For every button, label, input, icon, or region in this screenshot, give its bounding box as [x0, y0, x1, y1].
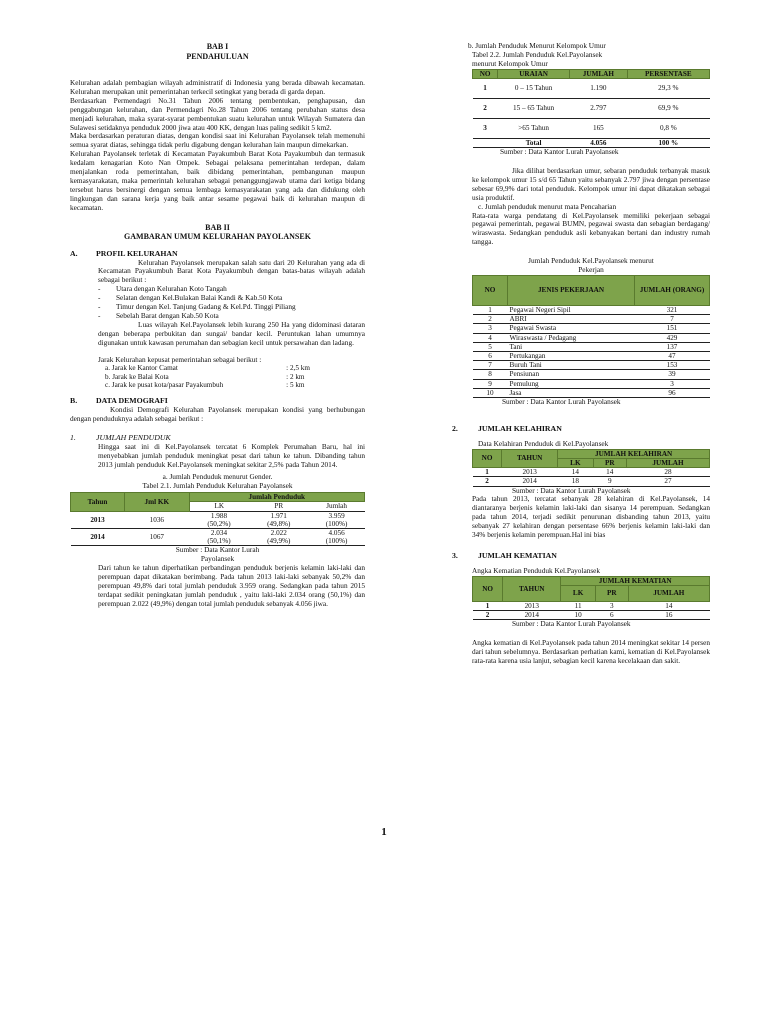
list-item: - Selatan dengan Kel.Bulakan Balai Kandi & Kab.50 Kota	[98, 293, 283, 303]
section-title: JUMLAH KEMATIAN	[478, 551, 557, 560]
header-jumlah: JUMLAH	[570, 69, 628, 78]
paragraph: Hingga saat ini di Kel.Payolansek tercatat 6 Komplek Perumahan Baru, hal ini menyebabkan jumlah penduduk meningkat pesat dari tahun ke tahun. Dibanding tahun 2013 jumlah penduduk Kel.Payolansek meningkat sekitar 2,5% pada Tahun 2014.	[98, 441, 365, 469]
right-column	[452, 41, 710, 666]
paragraph: Maka berdasarkan peraturan diatas, dengan kondisi saat ini Kelurahan Payolansek telah memenuhi semua syarat diatas, sehingga tidak perlu digabung dengan kelurahan lain maupun dimekarkan.	[70, 131, 365, 150]
page-number: 1	[381, 826, 387, 838]
subsection-title: JUMLAH PENDUDUK	[96, 432, 171, 442]
paragraph: Kelurahan Payolansek merupakan salah satu dari 20 Kelurahan yang ada di Kecamatan Payakumbuh Barat Kota Payakumbuh dengan batas-batas wilayah adalah sebagai berikut :	[98, 257, 365, 285]
death-table	[472, 576, 710, 621]
occupation-table	[472, 275, 710, 398]
bab1-subtitle: PENDAHULUAN	[186, 51, 249, 61]
table-row: 1 2013 14 14 28	[473, 468, 710, 477]
header-jumlah-penduduk: Jumlah Penduduk	[189, 493, 364, 502]
table-row: 2 2014 10 6 16	[473, 611, 710, 620]
header-tahun: Tahun	[71, 493, 125, 511]
table-row-total: Total 4.056 100 %	[473, 138, 710, 147]
table-row: a. Jarak ke Kantor Camat : 2,5 km	[105, 364, 310, 373]
table-row: 1 2013 11 3 14	[473, 602, 710, 611]
table-caption: Jumlah Penduduk Kel.Payolansek menurut	[528, 256, 654, 266]
header-jumlah: JUMLAH	[628, 586, 709, 602]
header-pr: PR	[593, 458, 626, 467]
table-source: Sumber : Data Kantor Lurah Payolansek	[502, 397, 621, 407]
section-heading-2	[452, 425, 710, 434]
left-column	[70, 42, 365, 609]
paragraph: Kelurahan adalah pembagian wilayah administratif di Indonesia yang berada dibawah kecamatan. Kelurahan merupakan unit pemerintahan terkecil setingkat yang berada di garda depan.	[70, 78, 365, 96]
table-row: 5 Tani 137	[473, 342, 710, 351]
bab2-title: BAB II	[205, 222, 230, 232]
table-row: 8 Pensiunan 39	[473, 370, 710, 379]
table-row: 1 0 – 15 Tahun 1.190 29,3 %	[473, 78, 710, 98]
paragraph: Jika dilihat berdasarkan umur, sebaran penduduk terbanyak masuk ke kelompok umur 15 s/d 65 Tahun yaitu sebanyak 2.797 jiwa dengan persentase sebesar 69,9% dari total penduduk. Kelompok umur ini dapat dikatakan sebagai usia produktif.	[472, 166, 710, 202]
header-tahun: TAHUN	[502, 449, 558, 467]
table-row: 6 Pertukangan 47	[473, 352, 710, 361]
list-item: - Utara dengan Kelurahan Koto Tangah	[98, 284, 227, 294]
paragraph: Kelurahan Payolansek terletak di Kecamatan Payakumbuh Barat Kota Payakumbuh dan termasuk kedalam kenagarian Koto Nan Ompek. Sebagai pelaksana pemerintahan terdepan, dalam menjalankan roda pemerintahan, baik dibidang pemerintahan, pembangunan maupun kemasyarakatan, maka pemerintah kelurahan sebagai penanggungjawab utama dari ketiga bidang tersebut harus bersinergi dengan semua lembaga kemasyarakatan yang ada dan didukung oleh lingkungan dan sarana kerja yang baik antar sesame pegawai baik di kelurahan maupun di kecamatan.	[70, 149, 365, 212]
paragraph: Berdasarkan Permendagri No.31 Tahun 2006 tentang pembentukan, penghapusan, dan penggabungan kelurahan, dan Permendagri No.28 Tahun 2006 tentang perubahan status desa menjadi kelurahan, maka syarat-syarat pembentukan suatu kelurahan untuk Wilayah Sumatera dan Sulawesi setidaknya penduduk 2000 jiwa atau 400 KK, dengan luas paling sedikit 5 km2.	[70, 95, 365, 132]
table-row: 2013 1036 1.988 (50,2%) 1.971 (49,8%) 3.959 (100%)	[71, 511, 365, 528]
header-lk: LK	[558, 458, 593, 467]
header-jumlah: Jumlah	[309, 502, 365, 511]
table-row: 9 Pemulung 3	[473, 379, 710, 388]
table-caption: Data Kelahiran Penduduk di Kel.Payolansek	[478, 438, 609, 448]
header-kk: Jml KK	[125, 493, 190, 511]
table-row: b. Jarak ke Balai Kota : 2 km	[105, 372, 305, 381]
subsection-a-heading: a. Jumlah Penduduk menurut Gender.	[162, 472, 273, 482]
header-no: NO	[473, 576, 503, 601]
bab1-title: BAB I	[206, 42, 229, 51]
table-caption: Tabel 2.1. Jumlah Penduduk Kelurahan Payolansek	[142, 481, 293, 491]
header-pr: PR	[249, 502, 309, 511]
header-uraian: URAIAN	[498, 69, 570, 78]
paragraph: Luas wilayah Kel.Payolansek lebih kurang 250 Ha yang didominasi dataran dengan beberapa perbukitan dan sungai/ bandar kecil. Peruntukan lahan umumnya digunakan untuk kawasan perumahan dan sebagian kecil untuk persawahan dan ladang.	[98, 319, 365, 347]
table-row: 2 2014 18 9 27	[473, 477, 710, 486]
paragraph: Rata-rata warga pendatang di Kel.Payolansek memiliki pekerjaan sebagai pegawai pemerintah, pegawai BUMN, pegawai swasta dan sebagian berdagang/ wiraswasta. Sedangkan penduduk asli kebanyakan bertani dan industry rumah tangga.	[472, 210, 710, 247]
header-jumlah-kelahiran: JUMLAH KELAHIRAN	[558, 449, 710, 458]
subsection-b-heading: b. Jumlah Penduduk Menurut Kelompok Umur	[468, 41, 606, 50]
header-jenis-pekerjaan: JENIS PEKERJAAN	[508, 276, 635, 306]
distance-intro: Jarak Kelurahan kepusat pemerintahan sebagai berikut :	[98, 354, 262, 364]
header-no: NO	[473, 449, 502, 467]
table-caption: Tabel 2.2. Jumlah Penduduk Kel.Payolansek	[472, 49, 603, 59]
header-pr: PR	[595, 586, 628, 602]
age-table	[472, 69, 710, 148]
section-title: PROFIL KELURAHAN	[96, 248, 178, 258]
population-table	[70, 492, 365, 546]
borders-list	[70, 285, 365, 321]
list-item: - Sebelah Barat dengan Kab.50 Kota	[98, 310, 219, 320]
header-tahun: TAHUN	[503, 576, 561, 601]
section-number: 2.	[452, 423, 458, 433]
table-caption: Pekerjan	[578, 265, 604, 275]
header-lk: LK	[561, 586, 596, 602]
table-source: Sumber : Data Kantor Lurah	[175, 545, 260, 555]
subsection-number: 1.	[70, 432, 76, 442]
table-row: 2 ABRI 7	[473, 315, 710, 324]
section-heading-3	[452, 552, 710, 561]
header-jumlah-kematian: JUMLAH KEMATIAN	[561, 576, 710, 585]
header-lk: LK	[189, 502, 249, 511]
distance-table	[104, 364, 324, 389]
table-source: Sumber : Data Kantor Lurah Payolansek	[512, 485, 631, 495]
list-item: - Timur dengan Kel. Tanjung Gadang & Kel.Pd. Tinggi Piliang	[98, 302, 296, 312]
table-row: 3 >65 Tahun 165 0,8 %	[473, 118, 710, 138]
table-row: 7 Buruh Tani 153	[473, 361, 710, 370]
header-persentase: PERSENTASE	[627, 69, 709, 78]
header-jumlah: JUMLAH	[626, 458, 709, 467]
table-row: 4 Wiraswasta / Pedagang 429	[473, 333, 710, 342]
table-row: 2 15 – 65 Tahun 2.797 69,9 %	[473, 98, 710, 118]
paragraph: Dari tahun ke tahun diperhatikan perbandingan penduduk berjenis kelamin laki-laki dan perempuan dapat dikatakan berimbang. Pada tahun 2013 laki-laki sebanyak 50,2% dan perempuan 49,8% dari total jumlah penduduk 3.959 orang. Sedangkan pada tahun 2015 terdapat sedikit peningkatan jumlah penduduk , yaitu laki-laki 2.034 orang (50,1%) dan perempuan 2.022 (49,9%) dengan total jumlah penduduk sebanyak 4.056 jiwa.	[98, 563, 365, 608]
paragraph: Kondisi Demografi Kelurahan Payolansek merupakan kondisi yang berhubungan dengan penduduknya adalah sebagai berikut :	[70, 404, 365, 423]
table-caption: menurut Kelompok Umur	[472, 58, 548, 68]
section-number: 3.	[452, 551, 458, 560]
paragraph: Angka kematian di Kel.Payolansek pada tahun 2014 meningkat sekitar 14 persen dari tahun sebelumnya. Berdasarkan perhatian kami, kematian di Kel.Payolansek rata-rata karena usia lanjut, sebagian kecil karena kecelakaan dan sakit.	[472, 638, 710, 666]
table-row: 2014 1067 2.034 (50,1%) 2.022 (49,9%) 4.056 (100%)	[71, 529, 365, 546]
header-no: NO	[473, 276, 508, 306]
section-number: A.	[70, 248, 78, 258]
table-source: Payolansek	[200, 554, 235, 564]
table-source: Sumber : Data Kantor Lurah Payolansek	[512, 619, 631, 629]
birth-table	[472, 449, 710, 487]
table-row: 1 Pegawai Negeri Sipil 321	[473, 306, 710, 315]
subsection-c-heading: c. Jumlah penduduk menurut mata Pencaharian	[478, 201, 617, 211]
header-jumlah-orang: JUMLAH (ORANG)	[635, 276, 710, 306]
table-caption: Angka Kematian Penduduk Kel.Payolansek	[472, 565, 601, 575]
table-row: c. Jarak ke pusat kota/pasar Payakumbuh : 5 km	[105, 380, 305, 389]
section-title: DATA DEMOGRAFI	[96, 396, 168, 406]
header-no: NO	[473, 69, 498, 78]
section-title: JUMLAH KELAHIRAN	[478, 423, 562, 433]
paragraph: Pada tahun 2013, tercatat sebanyak 28 kelahiran di Kel.Payolansek, 14 diantaranya berjenis kelamin laki-laki dan sisanya 14 perempuan. Sedangkan pada tahun 2014, terjadi sedikit penurunan disbanding tahun 2013, yaitu sebanyak 27 kelahiran dengan persentase 66% berjenis kelamin laki-laki dan 34% berjenis kelamin perempuan.Hal ini bias	[472, 494, 710, 540]
bab2-subtitle: GAMBARAN UMUM KELURAHAN PAYOLANSEK	[124, 232, 311, 242]
section-number: B.	[70, 396, 78, 406]
table-source: Sumber : Data Kantor Lurah Payolansek	[500, 147, 619, 157]
table-row: 10 Jasa 96	[473, 388, 710, 397]
table-row: 3 Pegawai Swasta 151	[473, 324, 710, 333]
